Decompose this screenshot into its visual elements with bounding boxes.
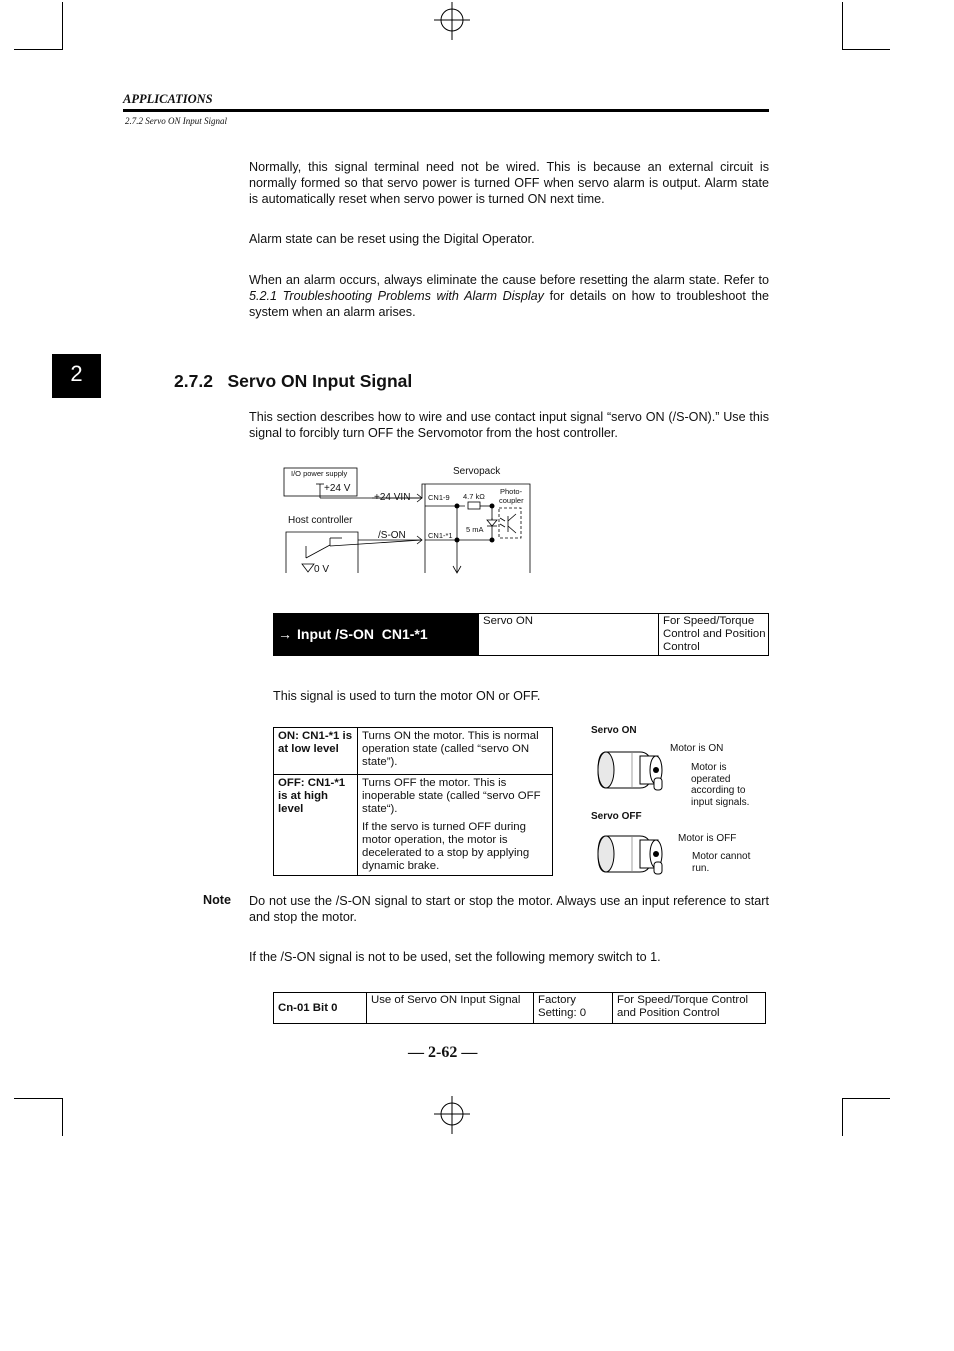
- intro-paragraph: Alarm state can be reset using the Digital Operator.: [249, 232, 535, 246]
- header-subsection: 2.7.2 Servo ON Input Signal: [125, 116, 227, 126]
- factory-setting: Factory Setting: 0: [534, 993, 613, 1024]
- zero-volt-label: 0 V: [314, 564, 330, 575]
- resistor-label: 4.7 kΩ: [463, 492, 485, 501]
- chapter-tab: 2: [52, 354, 101, 398]
- parameter-table: [273, 992, 766, 1024]
- host-controller-label: Host controller: [288, 515, 353, 526]
- state-cell: OFF: CN1-*1 is at high level: [274, 775, 358, 876]
- io-power-supply-label: I/O power supply: [291, 469, 348, 478]
- header-rule: [123, 109, 769, 112]
- current-label: 5 mA: [466, 525, 484, 534]
- input-signal-header: [274, 614, 478, 655]
- page-number: — 2-62 —: [408, 1044, 478, 1061]
- state-table: [273, 727, 553, 876]
- motor-off-icon: [596, 826, 666, 886]
- servo-off-title: Servo OFF: [591, 811, 642, 822]
- intro-paragraph: Normally, this signal terminal need not be wired. This is because an external circuit is normally formed so that servo power is turned OFF when servo alarm is output. Alarm state is automatically reset when servo power is turned ON next time.: [249, 160, 769, 206]
- parameter-scope: For Speed/Torque Control and Position Control: [613, 993, 766, 1024]
- plus24v-label: +24 V: [324, 483, 351, 494]
- cn1-9-label: CN1-9: [428, 493, 450, 502]
- usage-text: This signal is used to turn the motor ON or OFF.: [273, 689, 541, 703]
- input-signal-name: Servo ON: [483, 615, 534, 627]
- arrow-right-icon: →: [278, 626, 292, 642]
- cn1-star-label: CN1-*1: [428, 531, 453, 540]
- photocoupler-label: Photo-: [500, 487, 523, 496]
- table-row: [274, 728, 553, 775]
- state-cell: ON: CN1-*1 is at low level: [274, 728, 358, 775]
- servo-on-title: Servo ON: [591, 725, 637, 736]
- motor-on-icon: [596, 742, 666, 802]
- cross-reference: 5.2.1 Troubleshooting Problems with Alarm Display: [249, 289, 544, 303]
- note-text: Do not use the /S-ON signal to start or stop the motor. Always use an input reference to start and stop the motor.: [249, 894, 769, 924]
- motor-on-desc: Motor is operated according to input signals.: [691, 762, 750, 808]
- vin-label: +24 VIN: [374, 492, 411, 503]
- section-title: 2.7.2 Servo ON Input Signal: [174, 371, 413, 391]
- input-signal-label: Input /S-ON CN1-*1: [297, 626, 428, 642]
- description-cell: Turns ON the motor. This is normal operation state (called “servo ON state”).: [358, 728, 553, 775]
- servopack-label: Servopack: [453, 466, 501, 477]
- input-signal-box: [273, 613, 769, 656]
- motor-off-state: Motor is OFF: [678, 833, 737, 844]
- table-row: [274, 775, 553, 876]
- motor-off-desc: Motor cannot run.: [692, 851, 751, 874]
- registration-mark-icon: [430, 1092, 474, 1136]
- description-cell: Turns OFF the motor. This is inoperable state (called “servo OFF state“). If the servo is turned OFF during motor operation, the motor is decelerated to a stop by applying dynamic brake.: [358, 775, 553, 876]
- parameter-desc: Use of Servo ON Input Signal: [367, 993, 534, 1024]
- photocoupler-label: coupler: [499, 496, 524, 505]
- registration-mark-icon: [430, 0, 474, 44]
- son-label: /S-ON: [378, 530, 406, 541]
- input-signal-scope: For Speed/Torque Control and Position Control: [663, 615, 766, 653]
- memory-switch-text: If the /S-ON signal is not to be used, set the following memory switch to 1.: [249, 950, 661, 964]
- parameter-name: Cn-01 Bit 0: [274, 993, 367, 1024]
- motor-on-state: Motor is ON: [670, 743, 724, 754]
- alarm-paragraph: When an alarm occurs, always eliminate the cause before resetting the alarm state. Refer to 5.2.1 Troubleshooting Problems with Alarm Display for details on how to troubleshoot the system when an alarm arises.: [249, 273, 770, 319]
- running-header: APPLICATIONS: [123, 92, 213, 106]
- section-intro: This section describes how to wire and use contact input signal “servo ON (/S-ON).” Use this signal to forcibly turn OFF the Servomotor from the host controller.: [249, 410, 769, 440]
- table-row: [274, 993, 766, 1024]
- note-label: Note: [203, 893, 231, 907]
